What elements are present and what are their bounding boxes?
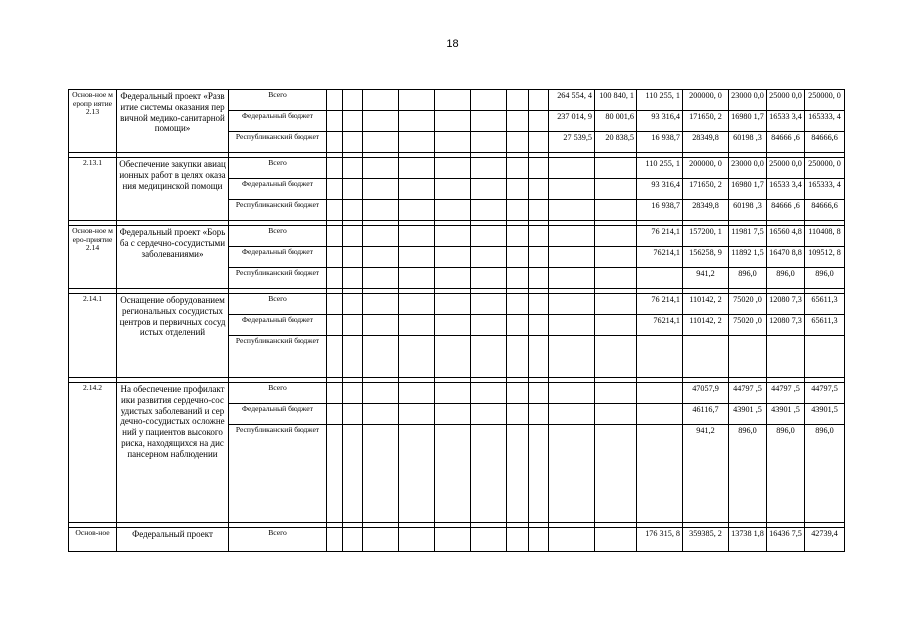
activity-name: Оснащение оборудованием региональных сосудистых центров и первичных сосудистых отделений xyxy=(117,294,229,378)
value-cell xyxy=(471,294,507,315)
table-row xyxy=(69,383,845,404)
value-cell: 16 938,7 xyxy=(637,132,683,153)
value-cell: 43901 ,5 xyxy=(767,404,805,425)
value-cell: 76 214,1 xyxy=(637,294,683,315)
value-cell: 250000, 0 xyxy=(805,90,845,111)
value-cell: 44797,5 xyxy=(805,383,845,404)
value-cell xyxy=(343,247,363,268)
value-cell xyxy=(507,132,529,153)
funding-source: Федеральный бюджет xyxy=(229,111,327,132)
value-cell xyxy=(435,528,471,552)
funding-source: Всего xyxy=(229,294,327,315)
value-cell xyxy=(435,226,471,247)
value-cell xyxy=(363,200,399,221)
value-cell xyxy=(529,200,549,221)
value-cell xyxy=(507,315,529,336)
value-cell: 93 316,4 xyxy=(637,179,683,200)
value-cell: 250000, 0 xyxy=(805,158,845,179)
value-cell xyxy=(507,336,529,378)
value-cell: 16980 1,7 xyxy=(729,179,767,200)
value-cell xyxy=(435,336,471,378)
value-cell xyxy=(363,315,399,336)
value-cell xyxy=(529,315,549,336)
value-cell: 60198 ,3 xyxy=(729,132,767,153)
value-cell: 47057,9 xyxy=(683,383,729,404)
value-cell xyxy=(507,247,529,268)
funding-source: Республиканский бюджет xyxy=(229,425,327,523)
activity-code: Основ-ное xyxy=(69,528,117,552)
value-cell xyxy=(435,200,471,221)
funding-source: Республиканский бюджет xyxy=(229,336,327,378)
value-cell: 157200, 1 xyxy=(683,226,729,247)
value-cell xyxy=(327,336,343,378)
value-cell: 109512, 8 xyxy=(805,247,845,268)
table-row xyxy=(69,528,845,552)
value-cell xyxy=(343,111,363,132)
activity-name: Федеральный проект «Развитие системы оказания первичной медико-санитарной помощи» xyxy=(117,90,229,153)
value-cell: 84666 ,6 xyxy=(767,200,805,221)
value-cell xyxy=(327,268,343,289)
value-cell xyxy=(363,528,399,552)
value-cell xyxy=(549,179,595,200)
value-cell xyxy=(595,268,637,289)
value-cell: 12080 7,3 xyxy=(767,315,805,336)
value-cell xyxy=(435,132,471,153)
value-cell xyxy=(363,404,399,425)
value-cell: 156258, 9 xyxy=(683,247,729,268)
activity-code: 2.14.1 xyxy=(69,294,117,378)
value-cell: 65611,3 xyxy=(805,294,845,315)
value-cell: 16 938,7 xyxy=(637,200,683,221)
value-cell xyxy=(363,179,399,200)
value-cell: 13738 1,8 xyxy=(729,528,767,552)
value-cell xyxy=(595,315,637,336)
activity-code: Основ-ное меро-приятие 2.14 xyxy=(69,226,117,289)
value-cell xyxy=(363,336,399,378)
value-cell xyxy=(399,226,435,247)
value-cell xyxy=(363,132,399,153)
value-cell xyxy=(363,268,399,289)
value-cell xyxy=(595,528,637,552)
value-cell xyxy=(327,158,343,179)
value-cell: 80 001,6 xyxy=(595,111,637,132)
value-cell xyxy=(343,425,363,523)
value-cell xyxy=(471,336,507,378)
value-cell xyxy=(507,383,529,404)
value-cell xyxy=(595,200,637,221)
value-cell: 110142, 2 xyxy=(683,315,729,336)
value-cell: 46116,7 xyxy=(683,404,729,425)
table-row xyxy=(69,294,845,315)
value-cell xyxy=(637,336,683,378)
value-cell xyxy=(363,158,399,179)
value-cell xyxy=(363,425,399,523)
value-cell xyxy=(595,425,637,523)
funding-source: Федеральный бюджет xyxy=(229,247,327,268)
value-cell xyxy=(507,200,529,221)
value-cell xyxy=(435,404,471,425)
value-cell xyxy=(507,294,529,315)
value-cell xyxy=(471,404,507,425)
funding-source: Всего xyxy=(229,226,327,247)
value-cell xyxy=(529,404,549,425)
value-cell: 11892 1,5 xyxy=(729,247,767,268)
value-cell xyxy=(399,200,435,221)
value-cell xyxy=(529,90,549,111)
funding-source: Федеральный бюджет xyxy=(229,179,327,200)
value-cell xyxy=(343,158,363,179)
funding-source: Республиканский бюджет xyxy=(229,268,327,289)
value-cell xyxy=(343,179,363,200)
value-cell: 76214,1 xyxy=(637,247,683,268)
table-row xyxy=(69,226,845,247)
value-cell: 84666,6 xyxy=(805,132,845,153)
value-cell xyxy=(595,179,637,200)
value-cell: 16470 8,8 xyxy=(767,247,805,268)
value-cell xyxy=(343,226,363,247)
value-cell: 23000 0,0 xyxy=(729,90,767,111)
value-cell xyxy=(435,90,471,111)
value-cell: 20 838,5 xyxy=(595,132,637,153)
value-cell: 25000 0,0 xyxy=(767,90,805,111)
value-cell: 65611,3 xyxy=(805,315,845,336)
value-cell xyxy=(343,90,363,111)
value-cell: 75020 ,0 xyxy=(729,315,767,336)
value-cell xyxy=(529,111,549,132)
value-cell xyxy=(327,111,343,132)
activity-code: 2.13.1 xyxy=(69,158,117,221)
value-cell: 359385, 2 xyxy=(683,528,729,552)
value-cell xyxy=(529,247,549,268)
value-cell xyxy=(399,158,435,179)
value-cell xyxy=(327,179,343,200)
value-cell xyxy=(595,247,637,268)
value-cell: 16436 7,5 xyxy=(767,528,805,552)
value-cell xyxy=(327,294,343,315)
value-cell: 237 014, 9 xyxy=(549,111,595,132)
value-cell xyxy=(471,90,507,111)
activity-name: Обеспечение закупки авиационных работ в целях оказания медицинской помощи xyxy=(117,158,229,221)
value-cell xyxy=(435,315,471,336)
value-cell xyxy=(399,425,435,523)
value-cell xyxy=(507,179,529,200)
value-cell: 165333, 4 xyxy=(805,179,845,200)
value-cell: 896,0 xyxy=(767,268,805,289)
value-cell xyxy=(471,425,507,523)
value-cell xyxy=(399,528,435,552)
value-cell: 16980 1,7 xyxy=(729,111,767,132)
value-cell: 171650, 2 xyxy=(683,179,729,200)
value-cell: 93 316,4 xyxy=(637,111,683,132)
value-cell: 16533 3,4 xyxy=(767,179,805,200)
value-cell: 28349,8 xyxy=(683,200,729,221)
value-cell xyxy=(327,404,343,425)
value-cell xyxy=(399,90,435,111)
value-cell xyxy=(529,425,549,523)
value-cell: 110408, 8 xyxy=(805,226,845,247)
value-cell: 76 214,1 xyxy=(637,226,683,247)
activity-code: 2.14.2 xyxy=(69,383,117,523)
value-cell: 11981 7,5 xyxy=(729,226,767,247)
value-cell: 896,0 xyxy=(729,268,767,289)
value-cell: 200000, 0 xyxy=(683,90,729,111)
funding-source: Республиканский бюджет xyxy=(229,132,327,153)
value-cell xyxy=(549,158,595,179)
value-cell xyxy=(343,404,363,425)
value-cell xyxy=(529,528,549,552)
value-cell: 28349,8 xyxy=(683,132,729,153)
value-cell xyxy=(529,294,549,315)
page-number: 18 xyxy=(446,38,459,50)
value-cell: 896,0 xyxy=(805,425,845,523)
value-cell: 43901,5 xyxy=(805,404,845,425)
value-cell xyxy=(399,315,435,336)
value-cell xyxy=(595,336,637,378)
value-cell xyxy=(363,294,399,315)
value-cell xyxy=(767,336,805,378)
value-cell xyxy=(595,226,637,247)
value-cell xyxy=(327,200,343,221)
value-cell xyxy=(549,383,595,404)
activity-code: Основ-ное меропр иятие 2.13 xyxy=(69,90,117,153)
value-cell xyxy=(507,90,529,111)
value-cell xyxy=(529,179,549,200)
value-cell xyxy=(435,111,471,132)
value-cell xyxy=(363,226,399,247)
value-cell xyxy=(435,179,471,200)
value-cell xyxy=(637,404,683,425)
value-cell xyxy=(595,158,637,179)
value-cell xyxy=(363,247,399,268)
value-cell xyxy=(327,425,343,523)
value-cell: 176 315, 8 xyxy=(637,528,683,552)
value-cell xyxy=(529,268,549,289)
value-cell xyxy=(471,158,507,179)
value-cell: 42739,4 xyxy=(805,528,845,552)
value-cell xyxy=(435,294,471,315)
value-cell: 896,0 xyxy=(767,425,805,523)
value-cell xyxy=(529,158,549,179)
value-cell xyxy=(343,336,363,378)
value-cell xyxy=(327,383,343,404)
funding-source: Всего xyxy=(229,528,327,552)
funding-source: Всего xyxy=(229,383,327,404)
value-cell: 896,0 xyxy=(805,268,845,289)
value-cell xyxy=(327,247,343,268)
value-cell xyxy=(327,226,343,247)
value-cell xyxy=(399,268,435,289)
value-cell xyxy=(549,315,595,336)
value-cell xyxy=(549,247,595,268)
value-cell: 25000 0,0 xyxy=(767,158,805,179)
value-cell: 941,2 xyxy=(683,425,729,523)
value-cell xyxy=(399,179,435,200)
value-cell xyxy=(363,90,399,111)
value-cell xyxy=(435,247,471,268)
value-cell xyxy=(507,404,529,425)
value-cell xyxy=(435,158,471,179)
table-row xyxy=(69,90,845,111)
value-cell xyxy=(399,383,435,404)
value-cell xyxy=(435,425,471,523)
value-cell: 43901 ,5 xyxy=(729,404,767,425)
value-cell xyxy=(549,226,595,247)
funding-source: Федеральный бюджет xyxy=(229,404,327,425)
value-cell xyxy=(637,425,683,523)
value-cell xyxy=(471,226,507,247)
value-cell: 110142, 2 xyxy=(683,294,729,315)
value-cell: 23000 0,0 xyxy=(729,158,767,179)
value-cell xyxy=(343,383,363,404)
value-cell: 110 255, 1 xyxy=(637,90,683,111)
value-cell xyxy=(507,268,529,289)
value-cell xyxy=(549,268,595,289)
funding-source: Республиканский бюджет xyxy=(229,200,327,221)
value-cell xyxy=(507,425,529,523)
value-cell xyxy=(343,200,363,221)
value-cell: 44797 ,5 xyxy=(767,383,805,404)
value-cell xyxy=(549,294,595,315)
value-cell xyxy=(549,404,595,425)
value-cell: 44797 ,5 xyxy=(729,383,767,404)
value-cell xyxy=(683,336,729,378)
value-cell xyxy=(327,90,343,111)
value-cell xyxy=(471,315,507,336)
value-cell xyxy=(399,247,435,268)
activity-name: На обеспечение профилактики развития сердечно-сосудистых заболеваний и сердечно-сосудистых осложнений у пациентов высокого риска, находящихся на диспансерном наблюдении xyxy=(117,383,229,523)
value-cell xyxy=(471,200,507,221)
value-cell xyxy=(343,315,363,336)
value-cell xyxy=(327,315,343,336)
value-cell xyxy=(549,200,595,221)
value-cell xyxy=(529,226,549,247)
value-cell xyxy=(729,336,767,378)
value-cell: 16533 3,4 xyxy=(767,111,805,132)
value-cell xyxy=(549,528,595,552)
value-cell: 165333, 4 xyxy=(805,111,845,132)
value-cell xyxy=(549,336,595,378)
value-cell xyxy=(327,132,343,153)
value-cell xyxy=(343,132,363,153)
value-cell xyxy=(471,247,507,268)
value-cell xyxy=(399,132,435,153)
value-cell xyxy=(343,294,363,315)
value-cell: 60198 ,3 xyxy=(729,200,767,221)
value-cell xyxy=(471,132,507,153)
value-cell xyxy=(507,226,529,247)
value-cell xyxy=(363,383,399,404)
activity-name: Федеральный проект xyxy=(117,528,229,552)
value-cell: 264 554, 4 xyxy=(549,90,595,111)
value-cell xyxy=(435,268,471,289)
value-cell xyxy=(805,336,845,378)
value-cell xyxy=(637,268,683,289)
value-cell: 896,0 xyxy=(729,425,767,523)
value-cell xyxy=(471,179,507,200)
value-cell: 171650, 2 xyxy=(683,111,729,132)
value-cell xyxy=(637,383,683,404)
value-cell xyxy=(471,528,507,552)
value-cell xyxy=(507,528,529,552)
value-cell: 12080 7,3 xyxy=(767,294,805,315)
value-cell xyxy=(471,268,507,289)
value-cell: 84666 ,6 xyxy=(767,132,805,153)
value-cell xyxy=(471,111,507,132)
value-cell: 100 840, 1 xyxy=(595,90,637,111)
value-cell xyxy=(343,528,363,552)
value-cell xyxy=(529,383,549,404)
value-cell xyxy=(399,111,435,132)
value-cell xyxy=(595,383,637,404)
activity-name: Федеральный проект «Борьба с сердечно-сосудистыми заболеваниями» xyxy=(117,226,229,289)
funding-source: Федеральный бюджет xyxy=(229,315,327,336)
table-row xyxy=(69,158,845,179)
value-cell: 84666,6 xyxy=(805,200,845,221)
value-cell xyxy=(327,528,343,552)
value-cell: 75020 ,0 xyxy=(729,294,767,315)
value-cell xyxy=(595,294,637,315)
funding-source: Всего xyxy=(229,158,327,179)
value-cell: 16560 4,8 xyxy=(767,226,805,247)
value-cell xyxy=(471,383,507,404)
value-cell: 27 539,5 xyxy=(549,132,595,153)
value-cell: 76214,1 xyxy=(637,315,683,336)
value-cell xyxy=(399,404,435,425)
value-cell xyxy=(507,158,529,179)
value-cell: 200000, 0 xyxy=(683,158,729,179)
funding-source: Всего xyxy=(229,90,327,111)
value-cell xyxy=(399,294,435,315)
value-cell xyxy=(549,425,595,523)
value-cell xyxy=(399,336,435,378)
value-cell xyxy=(435,383,471,404)
value-cell: 941,2 xyxy=(683,268,729,289)
value-cell xyxy=(343,268,363,289)
value-cell xyxy=(595,404,637,425)
value-cell xyxy=(529,132,549,153)
value-cell xyxy=(529,336,549,378)
value-cell xyxy=(363,111,399,132)
value-cell: 110 255, 1 xyxy=(637,158,683,179)
value-cell xyxy=(507,111,529,132)
budget-table xyxy=(68,89,845,552)
